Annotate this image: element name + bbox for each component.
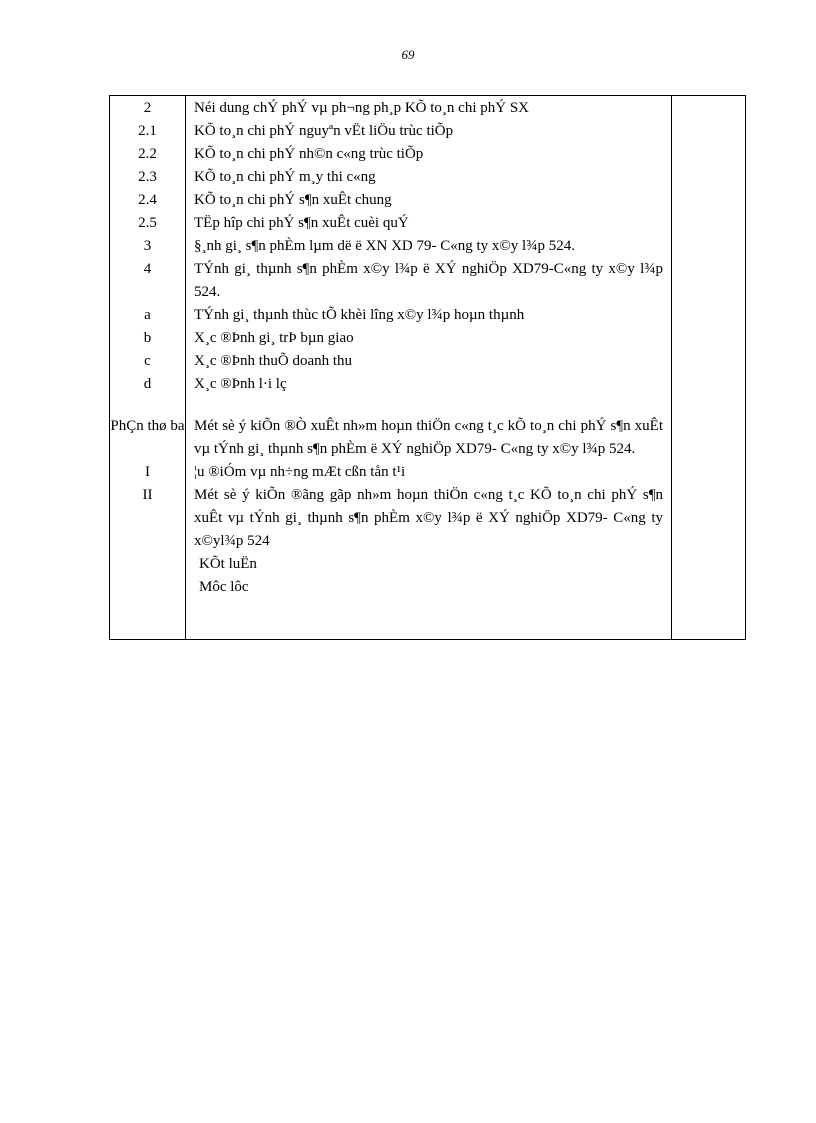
section-number: I — [145, 464, 150, 480]
section-title: TÝnh gi¸ thµnh s¶n phÈm x©y l¾p ë XÝ nghiÖp XD79-C«ng ty x©y l¾p 524. — [194, 261, 663, 300]
toc-row — [110, 304, 745, 327]
section-title: Néi dung chÝ phÝ vµ ph¬ng ph¸p KÕ to¸n chi phÝ SX — [194, 100, 529, 116]
section-title: ¦u ®iÓm vµ nh÷ng mÆt cßn tån t¹i — [194, 464, 406, 480]
toc-row — [110, 553, 745, 576]
section-title: Mét sè ý kiÕn ®Ò xuÊt nh»m hoµn thiÖn c«ng t¸c kÕ to¸n chi phÝ s¶n xuÊt vµ tÝnh gi¸ thµnh s¶n phÈm ë XÝ nghiÖp XD79- C«ng ty x©y l¾p 524. — [194, 418, 663, 457]
section-number: b — [143, 330, 152, 346]
section-title: X¸c ®Þnh gi¸ trÞ bµn giao — [194, 330, 354, 346]
toc-row — [110, 576, 745, 599]
section-number: c — [144, 353, 151, 369]
section-number: 2.3 — [138, 169, 157, 185]
toc-row — [110, 166, 745, 189]
section-title: KÕ to¸n chi phÝ nh©n c«ng trùc tiÕp — [194, 146, 424, 162]
section-title: §¸nh gi¸ s¶n phÈm lµm dë ë XN XD 79- C«ng ty x©y l¾p 524. — [194, 238, 575, 254]
page-number: 69 — [401, 47, 415, 62]
section-number: 2.1 — [138, 123, 157, 139]
toc-row — [110, 484, 745, 553]
section-title: TÝnh gi¸ thµnh thùc tÕ khèi lîng x©y l¾p hoµn thµnh — [194, 307, 525, 323]
section-title: Môc lôc — [199, 579, 249, 595]
section-title: KÕ to¸n chi phÝ m¸y thi c«ng — [194, 169, 376, 185]
section-title: TËp hîp chi phÝ s¶n xuÊt cuèi quÝ — [194, 215, 409, 231]
toc-rows — [110, 97, 745, 599]
section-number: 2 — [143, 100, 152, 116]
toc-row — [110, 120, 745, 143]
toc-row — [110, 461, 745, 484]
toc-row — [110, 258, 745, 304]
section-number: 2.4 — [138, 192, 157, 208]
section-title: KÕt luËn — [199, 556, 257, 572]
toc-row — [110, 350, 745, 373]
table-of-contents — [109, 95, 746, 640]
section-title: Mét sè ý kiÕn ®ãng gãp nh»m hoµn thiÖn c«ng t¸c KÕ to¸n chi phÝ s¶n xuÊt vµ tÝnh gi¸ thµnh s¶n phÈm x©y l¾p ë XÝ nghiÖp XD79- C«ng ty x©yl¾p 524 — [194, 487, 663, 549]
section-number: a — [144, 307, 151, 323]
toc-row — [110, 327, 745, 350]
row-spacer — [110, 396, 745, 415]
part-label: PhÇn thø ba — [110, 418, 185, 434]
toc-row — [110, 143, 745, 166]
toc-row — [110, 189, 745, 212]
section-title: KÕ to¸n chi phÝ nguyªn vËt liÖu trùc tiÕp — [194, 123, 454, 139]
section-number: d — [143, 376, 152, 392]
toc-row — [110, 97, 745, 120]
section-title: KÕ to¸n chi phÝ s¶n xuÊt chung — [194, 192, 392, 208]
toc-row — [110, 415, 745, 461]
toc-row — [110, 235, 745, 258]
toc-row — [110, 373, 745, 396]
section-number: 2.5 — [138, 215, 157, 231]
section-number: 4 — [143, 261, 152, 277]
section-number: 2.2 — [138, 146, 157, 162]
section-title: X¸c ®Þnh thuÕ doanh thu — [194, 353, 353, 369]
section-number: II — [142, 487, 153, 503]
section-number: 3 — [143, 238, 152, 254]
section-title: X¸c ®Þnh l·i lç — [194, 376, 287, 392]
toc-row — [110, 212, 745, 235]
